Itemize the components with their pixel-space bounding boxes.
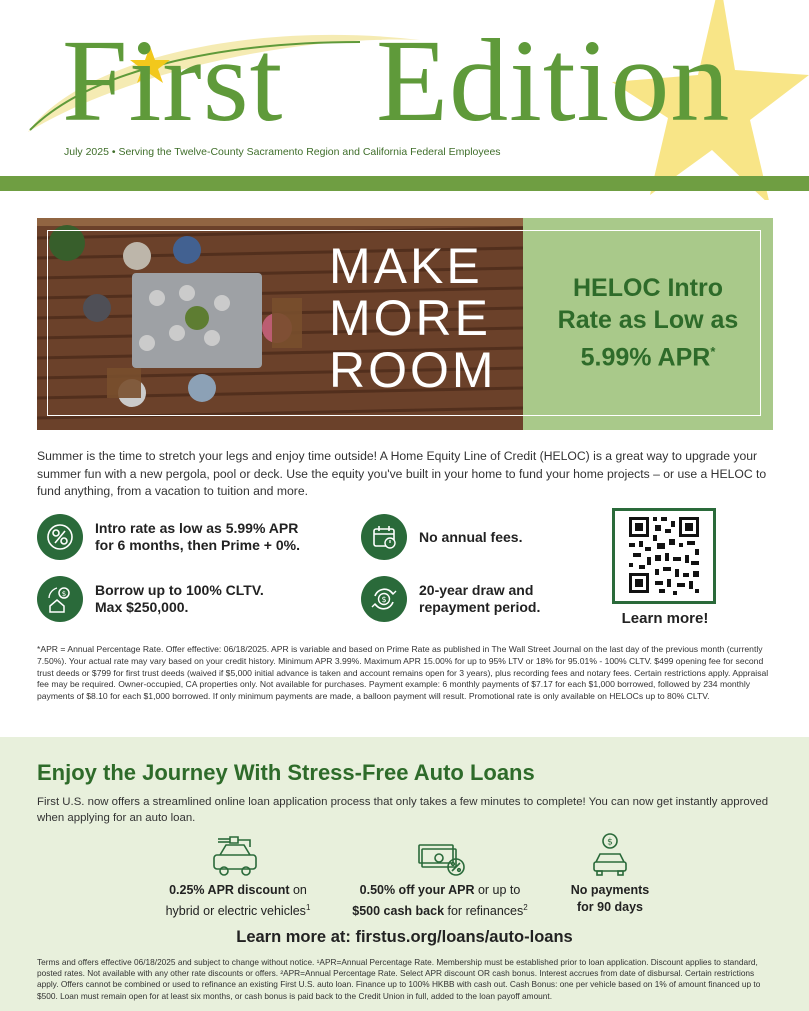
masthead: [0, 0, 809, 200]
auto-loans-link[interactable]: Learn more at: firstus.org/loans/auto-loans: [236, 928, 573, 946]
tagline: July 2025 • Serving the Twelve-County Sacramento Region and California Federal Employees: [64, 146, 501, 158]
feature-no-fees: [361, 514, 522, 560]
footnote-mark: 2: [523, 903, 528, 912]
headline-line-3: ROOM: [329, 342, 497, 398]
offer-line2-bold: $500 cash back: [352, 904, 445, 919]
heloc-hero: [37, 218, 773, 430]
offer-line-3: 5.99% APR: [580, 343, 711, 372]
title-first: First: [62, 15, 284, 146]
svg-text:$: $: [61, 590, 67, 598]
heloc-disclaimer: *APR = Annual Percentage Rate. Offer effective: 06/18/2025. APR is variable and based on Prime Rate as published in The Wall Street Journal on the last day of the previous month (currently 7.50%). Your actual rate may vary based on your credit history. Minimum APR 3.99%. Maximum APR 15.00% for up to 95% LTV or 18% for 95.01% - 100% CLTV. $499 opening fee for second trust deeds or $799 for first trust deeds (waived if $5,000 initial advance is taken and account remains open for 3 years), plus recording fees and notary fees. Certain restrictions apply. Appraisal fee may be required. Owner-occupied, CA properties only. Not available for purchases. Payment example: 6 monthly payments of $7.17 for each $1,000 borrowed, followed by 234 monthly payments of $8.10 for each $1,000 borrowed. If only minimum payments are made, a balloon payment will result. Promotional rate is only available on HELOCs up to 80% CLTV.: [37, 644, 769, 702]
auto-offer-no-payments: [540, 882, 680, 916]
electric-car-icon: [210, 833, 262, 884]
footnote-mark: 1: [305, 903, 311, 912]
svg-text:$: $: [381, 595, 387, 604]
auto-disclaimer: Terms and offers effective 06/18/2025 and subject to change without notice. ¹APR=Annual Percentage Rate. Membership must be established prior to loan application. Discount applies to standard, posted rates. Not available with any other rate discounts or offers. ²APR=Annual Percentage Rate. Select APR discount OR cash bonus. Interest accrues from date of disbursal. Certain restrictions apply. Offers cannot be combined or used to refinance an existing First U.S. auto loan. Finance up to 100% HKBB with cash out. Cash Bonus: one per vehicle based on 1% of amount financed up to $500. Loan must remain open for at least six months, or cash bonus is paid back to the Credit Union in full, added to the loan payoff amount.: [37, 957, 761, 1001]
calendar-icon: [361, 514, 407, 560]
offer-bold: 0.25% APR discount: [169, 883, 290, 897]
offer-line2-bold: for 90 days: [576, 900, 643, 914]
feature-text-line2: repayment period.: [419, 599, 541, 615]
auto-loans-title: Enjoy the Journey With Stress-Free Auto Loans: [37, 760, 535, 785]
offer-bold: 0.50% off your APR: [359, 883, 475, 897]
offer-line-2: Rate as Low as: [557, 306, 739, 334]
offer-line2: hybrid or electric vehicles: [165, 904, 306, 919]
house-money-icon: [37, 576, 83, 622]
feature-intro-rate: [37, 514, 300, 560]
cycle-dollar-icon: [361, 576, 407, 622]
auto-loans-intro: First U.S. now offers a streamlined online loan application process that only takes a few minutes to complete! You can now get instantly approved when applying for an auto loan.: [37, 796, 769, 824]
offer-rest: on: [289, 883, 307, 897]
offer-line-1: HELOC Intro: [573, 274, 723, 302]
offer-line2: for refinances: [444, 904, 524, 919]
qr-learn-more-label[interactable]: Learn more!: [621, 610, 709, 627]
feature-text-line1: 20-year draw and: [419, 582, 534, 598]
svg-text:$: $: [607, 837, 613, 848]
make-more-room-headline: [329, 240, 519, 396]
heloc-intro-text: Summer is the time to stretch your legs and enjoy time outside! A Home Equity Line of Credit (HELOC) is a great way to upgrade your summer fun with a new pergola, pool or deck. Use the equity you've built in your home to fund your home projects – or use a HELOC to fund anything, from a vacation to tuition and more.: [37, 449, 767, 498]
auto-offer-refi-discount: [330, 882, 550, 920]
heloc-offer-panel: [523, 218, 773, 430]
feature-text-line2: Max $250,000.: [95, 599, 189, 615]
title-edition: Edition: [376, 15, 731, 146]
percent-icon: [37, 514, 83, 560]
car-dollar-icon: [590, 832, 630, 883]
offer-bold: No payments: [570, 883, 650, 897]
feature-text-line1: Intro rate as low as 5.99% APR: [95, 520, 299, 536]
headline-line-2: MORE: [329, 290, 491, 346]
offer-asterisk: *: [710, 344, 716, 359]
feature-text-line1: No annual fees.: [419, 528, 523, 545]
feature-text-line2: for 6 months, then Prime + 0%.: [95, 537, 300, 553]
feature-draw-period: [361, 576, 540, 622]
offer-rest: or up to: [474, 883, 521, 897]
headline-line-1: MAKE: [329, 238, 483, 294]
cash-percent-icon: [416, 841, 468, 882]
patio-photo: [37, 218, 523, 430]
divider-band: [0, 176, 809, 191]
feature-text-line1: Borrow up to 100% CLTV.: [95, 582, 264, 598]
feature-borrow-cltv: [37, 576, 264, 622]
auto-offer-ev-discount: [148, 882, 328, 920]
heloc-offer-headline: [535, 272, 761, 373]
qr-code[interactable]: [612, 508, 716, 604]
